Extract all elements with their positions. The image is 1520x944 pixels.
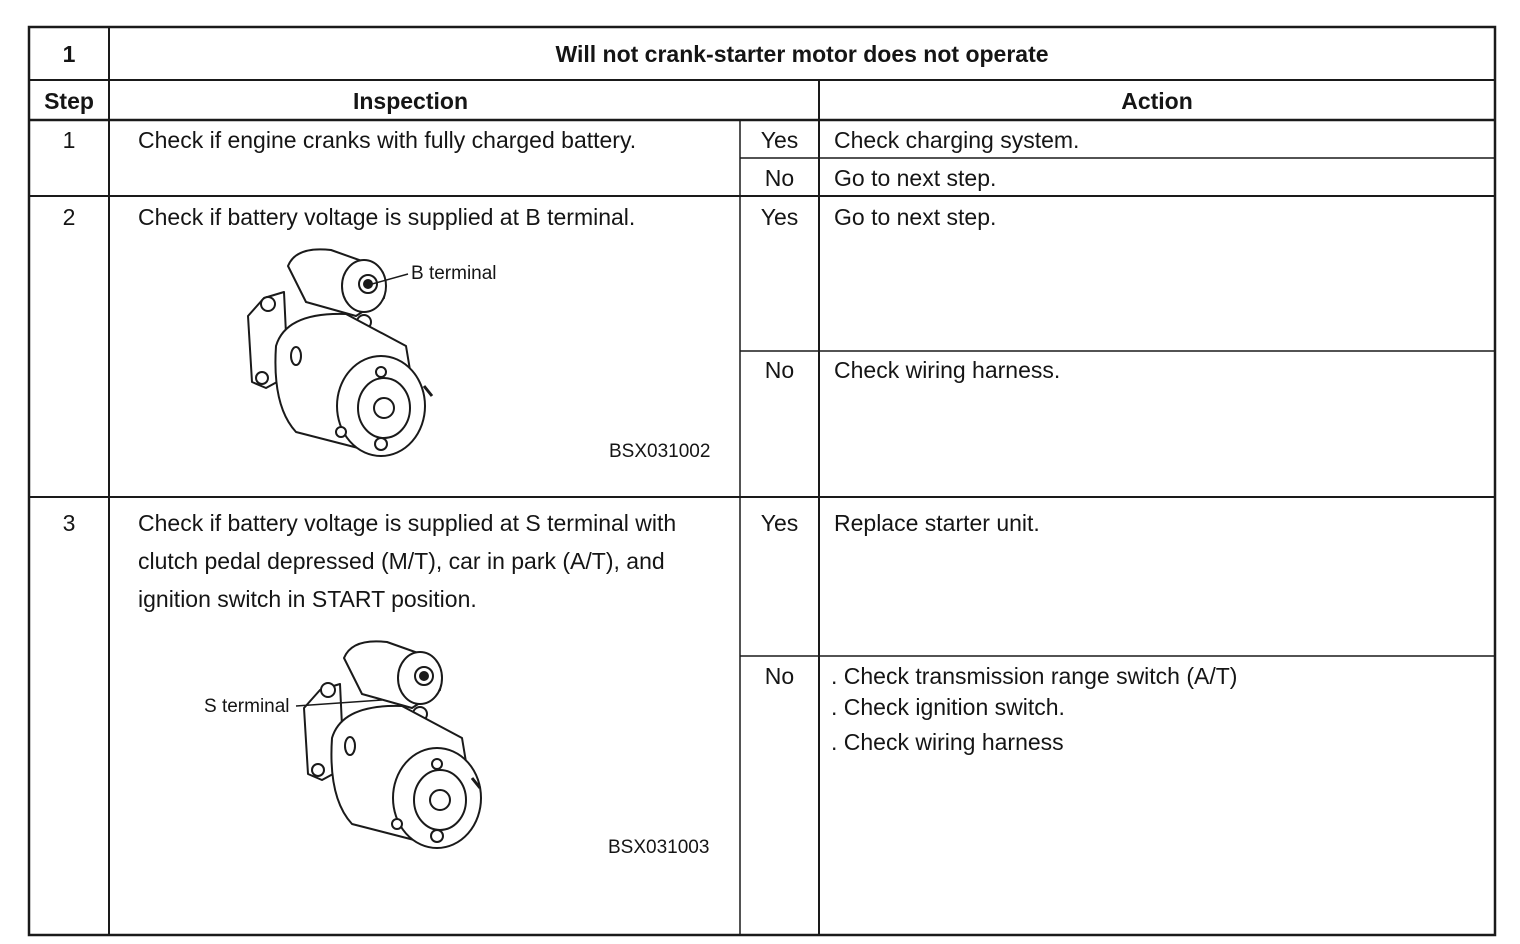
- header-number: 1: [62, 41, 76, 67]
- row-2-yes-label: Yes: [760, 204, 799, 230]
- header-title: Will not crank-starter motor does not operate: [555, 41, 1049, 67]
- row-1-yes-label: Yes: [760, 127, 799, 153]
- column-header-inspection: Inspection: [352, 88, 468, 114]
- row-2-no-label: No: [764, 357, 795, 383]
- row-2-no-action: Check wiring harness.: [834, 357, 1061, 383]
- row-2-step: 2: [62, 204, 76, 230]
- row-3-inspection-line-2: clutch pedal depressed (M/T), car in park (A/T), and: [138, 548, 665, 574]
- row-3-yes-action: Replace starter unit.: [834, 510, 1040, 536]
- starter-motor-s-terminal-illustration: [292, 628, 502, 858]
- row-1-no-label: No: [764, 165, 795, 191]
- row-2-figure-callout: B terminal: [411, 263, 497, 284]
- row-3-step: 3: [62, 510, 76, 536]
- row-1-yes-action: Check charging system.: [834, 127, 1080, 153]
- row-3-no-action-3: . Check wiring harness: [831, 729, 1064, 755]
- row-3-no-label: No: [764, 663, 795, 689]
- column-header-step: Step: [44, 88, 94, 114]
- row-3-yes-label: Yes: [760, 510, 799, 536]
- row-3-figure-code: BSX031003: [608, 837, 710, 858]
- row-3-figure-callout: S terminal: [204, 696, 290, 717]
- row-3-no-action-2: . Check ignition switch.: [831, 694, 1065, 720]
- column-header-action: Action: [1121, 88, 1193, 114]
- row-2-figure-code: BSX031002: [609, 441, 711, 462]
- row-1-step: 1: [62, 127, 76, 153]
- row-1-no-action: Go to next step.: [834, 165, 997, 191]
- row-2-inspection: Check if battery voltage is supplied at B terminal.: [138, 204, 636, 230]
- row-3-no-action-1: . Check transmission range switch (A/T): [831, 663, 1238, 689]
- row-1-inspection: Check if engine cranks with fully charged battery.: [138, 127, 637, 153]
- row-3-inspection-line-3: ignition switch in START position.: [138, 586, 477, 612]
- row-2-yes-action: Go to next step.: [834, 204, 997, 230]
- row-3-inspection-line-1: Check if battery voltage is supplied at S terminal with: [138, 510, 677, 536]
